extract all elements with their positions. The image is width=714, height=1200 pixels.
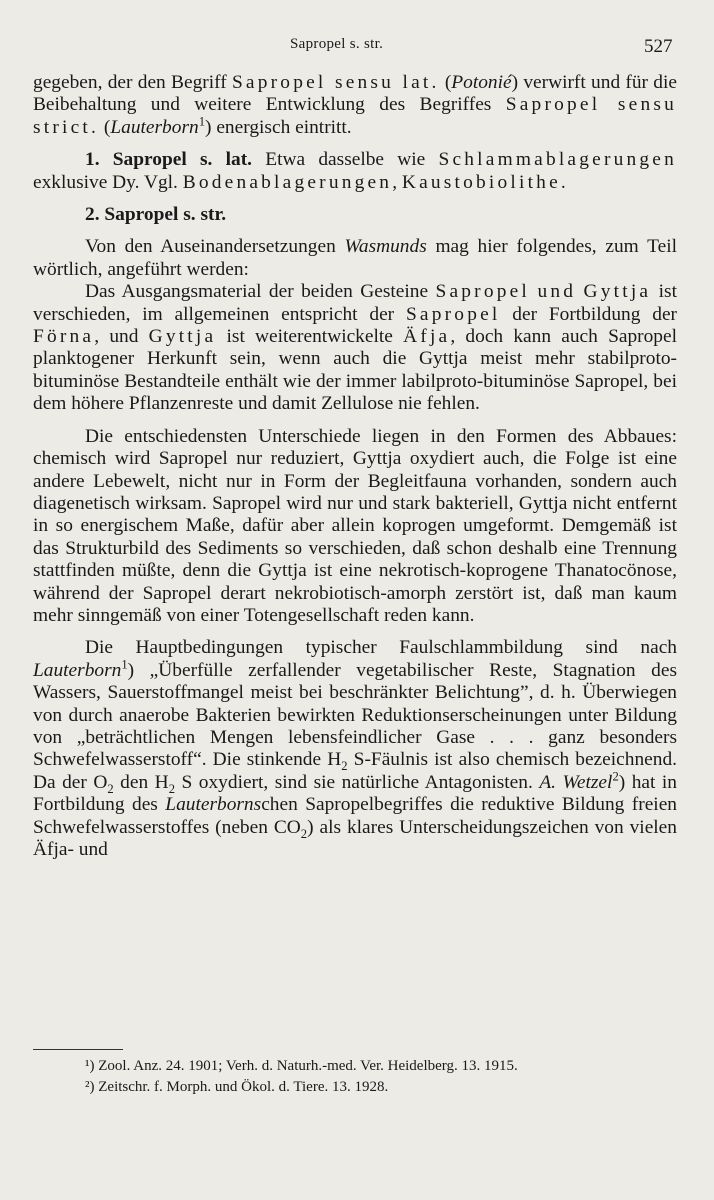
footnote-ref: 1 (198, 114, 206, 129)
footnote-2: ²) Zeitschr. f. Morph. und Ökol. d. Tiere. 13. 1928. (85, 1079, 389, 1095)
author-lauterborn: Lauterborn (110, 116, 199, 138)
paragraph-ausgangsmaterial: Das Ausgangsmaterial der beiden Gesteine Sapropel und Gyttja ist verschieden, im allgemeinen entspricht der Sapropel der Fortbildung der Förna, und Gyttja ist weiterentwickelte Äfja, doch kann auch Sapropel planktogener Herkunft sein, wenn auch die Gyttja meist mehr stabilproto-bituminöse Bestandteile enthält wie der immer labilproto-bituminöse Sapropel, bei dem höhere Pflanzenreste und damit Zellulose nie fehlen. (33, 281, 678, 415)
item-heading: 1. Sapropel s. lat. (85, 149, 253, 171)
footnote-ref: 2 (612, 769, 619, 784)
footnote-1: ¹) Zool. Anz. 24. 1901; Verh. d. Naturh.-med. Ver. Heidelberg. 13. 1915. (85, 1058, 518, 1074)
item-sapropel-s-str (33, 204, 677, 226)
author-wetzel: A. Wetzel (539, 771, 613, 793)
footnote-ref: 1 (121, 657, 128, 672)
term-bodenablagerungen: Bodenablagerungen (182, 171, 393, 193)
footnotes (33, 1056, 677, 1098)
page-number: 527 (644, 36, 673, 57)
page-header (0, 36, 714, 60)
term-kaustobiolithe: Kaustobiolithe (401, 171, 561, 193)
intro-paragraph: gegeben, der den Begriff Sapropel sensu lat. (Potonié) verwirft und für die Beibehaltung und weitere Entwicklung des Begriffes Sapropel sensu strict. (Lauterborn$^1$) energisch eintritt. (33, 72, 677, 138)
term-sapropel-sensu-lat: Sapropel sensu lat. (231, 72, 440, 93)
term-schlammablagerungen: Schlammablagerungen (438, 149, 677, 171)
paragraph-wasmund: Von den Auseinandersetzungen Wasmunds mag hier folgendes, zum Teil wörtlich, angeführt werden: (33, 236, 677, 280)
footnote-divider (33, 1049, 123, 1050)
running-head: Sapropel s. str. (290, 36, 384, 52)
paragraph-hauptbedingungen: Die Hauptbedingungen typischer Faulschlammbildung sind nach Lauterborn$^1$) „Überfülle zerfallender vegetabilischer Reste, Stagnation des Wassers, Sauerstoffmangel meist bei beschränkter Belichtung”, d. h. Überwiegen von durch anaerobe Bakterien bewirkten Reduktionserscheinungen unter Bildung von „beträchtlichen Mengen lebensfeindlicher Gase . . . ganz besonders Schwefelwasserstoff“. Die stinkende $H_2$ S-Fäulnis ist also chemisch bezeichnend. Da der $O_2$ den $H_2$ S oxydiert, sind sie natürliche Antagonisten. A. Wetzel$^2$) hat in Fortbildung des Lauterbornschen Sapropelbegriffes die reduktive Bildung freien Schwefelwasserstoffes (neben $CO_2$) als klares Unterscheidungszeichen von vielen Äfja- und (33, 637, 678, 860)
author-wasmund: Wasmunds (344, 236, 427, 258)
author-lauterborn: Lauterborn (33, 659, 122, 681)
author-potonie: Potonié (451, 72, 512, 93)
paragraph-unterschiede: Die entschiedensten Unterschiede liegen in den Formen des Abbaues: chemisch wird Sapropel nur reduziert, Gyttja oxydiert auch, die Folge ist eine andere Lebewelt, nicht nur in Form der Begleitfauna vorhanden, sondern auch diagenetisch wirksam. Sapropel wird nur und stark bakteriell, Gyttja nicht entfernt in so energischem Maße, dafür aber allein koprogen umgeformt. Demgemäß ist das Strukturbild des Sediments so verschieden, daß schon deshalb eine Trennung stattfinden müßte, denn die Gyttja ist eine nekrotisch-koprogene Thanatocönose, während der Sapropel derart nekrobiotisch-amorph zerstört ist, daß man kaum mehr sinngemäß von einer Totengesellschaft reden kann. (33, 425, 677, 626)
item-heading: 2. Sapropel s. str. (85, 204, 227, 226)
term-sapropel-sensu-strict: Sapropel sensu strict. (33, 94, 677, 138)
item-sapropel-s-lat: 1. Sapropel s. lat. Etwa dasselbe wie Schlammablagerungen exklusive Dy. Vgl. Bodenablagerungen, Kaustobiolithe. (33, 149, 677, 193)
main-text (33, 72, 677, 861)
